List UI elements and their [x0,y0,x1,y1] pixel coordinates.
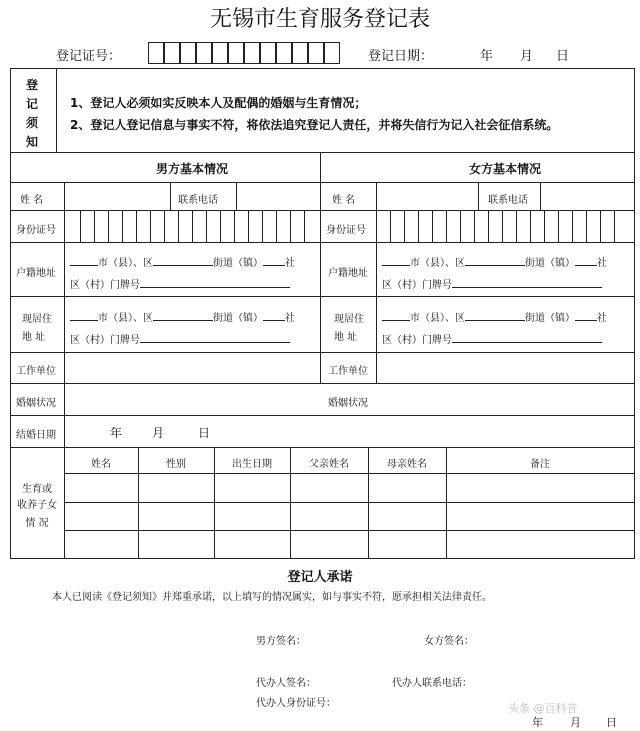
agent-id-field[interactable] [352,690,472,708]
children-row[interactable] [66,532,632,557]
reg-no-box[interactable] [228,42,244,64]
male-current-label-b: 地 址 [22,332,46,343]
notice-item-1: 1、登记人必须如实反映本人及配偶的婚姻与生育情况； [70,96,367,110]
children-col-mother: 母亲姓名 [387,459,427,470]
female-signature-label: 女方签名： [424,636,474,647]
agent-signature-label: 代办人签名： [256,678,316,689]
male-current-line1[interactable] [70,309,295,324]
reg-no-box[interactable] [212,42,228,64]
male-hukou-street: 街道（镇） [213,258,263,269]
sign-date-day: 日 [606,716,617,729]
male-hukou-city: 市（县）、区 [98,258,153,269]
reg-date-label: 登记日期： [368,49,434,64]
marriage-day: 日 [198,426,211,440]
pledge-title: 登记人承诺 [287,570,353,585]
female-id-field[interactable] [378,212,632,240]
male-section-header: 男方基本情况 [155,162,228,176]
male-phone-label: 联系电话 [178,195,218,206]
reg-no-label: 登记证号： [56,49,122,64]
male-marital-field[interactable] [66,385,318,413]
female-signature-field[interactable] [484,628,554,646]
reg-date-day: 日 [556,49,570,64]
reg-no-box[interactable] [148,42,164,64]
female-current-label-b: 地 址 [334,332,358,343]
male-hukou-community: 区（村）门牌号 [70,280,140,291]
reg-no-box[interactable] [308,42,324,64]
children-col-gender: 性别 [166,459,186,470]
sign-date-month: 月 [570,716,581,729]
marriage-date-label: 结婚日期 [16,430,56,441]
male-current-line2[interactable] [70,331,290,346]
form-title: 无锡市生育服务登记表 [209,7,430,32]
male-work-label: 工作单位 [16,366,56,377]
male-current-label-a: 现居住 [22,314,52,325]
notice-item-2: 2、登记人登记信息与事实不符，将依法追究登记人责任，并将失信行为记入社会征信系统。 [70,118,559,132]
reg-no-box[interactable] [324,42,340,64]
female-hukou-line2[interactable] [382,276,602,291]
reg-no-box[interactable] [260,42,276,64]
female-current-line2[interactable] [382,331,602,346]
female-work-label: 工作单位 [328,366,368,377]
agent-phone-label: 代办人联系电话： [392,678,472,689]
male-signature-field[interactable] [316,628,386,646]
male-hukou-line2[interactable] [70,276,290,291]
female-hukou-city: 市（县）、区 [410,258,465,269]
male-current-city: 市（县）、区 [98,313,153,324]
male-current-comm-end: 社 [285,313,295,324]
female-phone-label: 联系电话 [488,195,528,206]
children-row[interactable] [66,475,632,501]
reg-date-year: 年 [480,49,494,64]
agent-id-label: 代办人身份证号： [256,698,336,709]
marriage-year: 年 [110,426,123,440]
female-phone-field[interactable] [542,184,632,208]
reg-no-box[interactable] [276,42,292,64]
male-work-field[interactable] [66,354,318,381]
male-name-field[interactable] [66,184,168,208]
children-col-father: 父亲姓名 [309,459,349,470]
sign-date-year: 年 [532,716,543,729]
female-hukou-label: 户籍地址 [328,268,368,279]
male-hukou-label: 户籍地址 [16,268,56,279]
agent-signature-field[interactable] [326,670,386,688]
children-row[interactable] [66,504,632,529]
children-col-remark: 备注 [530,459,550,470]
female-current-comm-end: 社 [597,313,607,324]
male-phone-field[interactable] [238,184,318,208]
female-current-label-a: 现居住 [334,314,364,325]
female-current-street: 街道（镇） [525,313,575,324]
male-current-community: 区（村）门牌号 [70,335,140,346]
notice-label: 登记须知 [26,78,39,149]
male-name-label: 姓 名 [20,195,44,206]
male-marital-label: 婚姻状况 [16,398,56,409]
reg-date-month: 月 [520,49,534,64]
reg-no-box[interactable] [196,42,212,64]
female-section-header: 女方基本情况 [468,162,541,176]
pledge-text: 本人已阅读《登记须知》并郑重承诺，以上填写的情况属实，如与事实不符，愿承担相关法律责任。 [52,592,492,603]
male-current-street: 街道（镇） [213,313,263,324]
children-label-b: 收养子女 [17,500,57,511]
reg-no-box[interactable] [180,42,196,64]
male-id-label: 身份证号 [16,225,56,236]
female-current-line1[interactable] [382,309,607,324]
marriage-month: 月 [152,426,165,440]
female-hukou-line1[interactable] [382,254,607,269]
male-signature-label: 男方签名： [256,636,306,647]
female-id-label: 身份证号 [326,225,366,236]
children-col-birthdate: 出生日期 [232,459,272,470]
male-id-field[interactable] [66,212,318,240]
male-hukou-line1[interactable] [70,254,295,269]
reg-no-box[interactable] [244,42,260,64]
female-hukou-community: 区（村）门牌号 [382,280,452,291]
children-col-name: 姓名 [91,459,111,470]
female-current-city: 市（县）、区 [410,313,465,324]
agent-phone-field[interactable] [484,670,544,688]
female-marital-label: 婚姻状况 [328,398,368,409]
female-hukou-comm-end: 社 [597,258,607,269]
male-hukou-comm-end: 社 [285,258,295,269]
reg-no-box[interactable] [164,42,180,64]
female-name-field[interactable] [378,184,476,208]
children-label-c: 情 况 [25,518,49,529]
reg-no-box[interactable] [292,42,308,64]
female-name-label: 姓 名 [332,195,356,206]
female-current-community: 区（村）门牌号 [382,335,452,346]
female-hukou-street: 街道（镇） [525,258,575,269]
female-work-field[interactable] [378,354,632,381]
female-marital-field[interactable] [378,385,632,413]
children-label-a: 生育或 [22,484,52,495]
watermark-text: 头条 @百科音 [508,702,578,715]
